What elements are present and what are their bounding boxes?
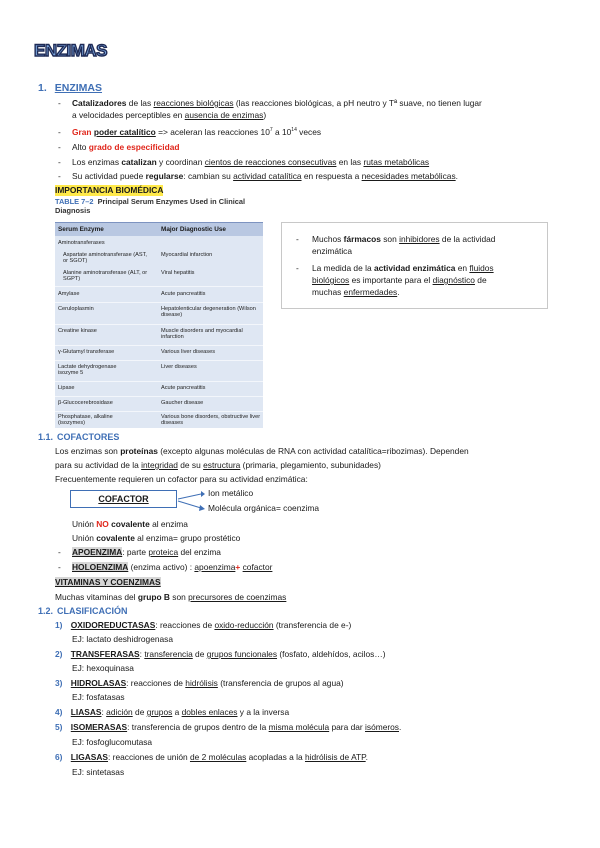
vitaminas-title: VITAMINAS Y COENZIMAS [55,577,161,587]
bullet-regularse: - Su actividad puede regularse: cambian su actividad catalítica en respuesta a necesidades metabólicas. [60,171,458,182]
class-item-liasas: 4) LIASAS: adición de grupos a dobles enlaces y a la inversa [55,707,290,717]
bullet-catalizadores-line2: a velocidades perceptibles en ausencia de enzimas) [72,110,267,120]
section-title-clasificacion: 1.2. CLASIFICACIÓN [38,606,128,616]
note-medida-line2: biológicos es importante para el diagnóstico de [312,275,487,285]
bullet-catalizan: - Los enzimas catalizan y coordinan cientos de reacciones consecutivas en las rutas metabólicas [60,157,429,168]
class-example: EJ: sintetasas [72,767,125,777]
note-farmacos: - Muchos fármacos son inhibidores de la actividad [296,234,496,244]
cofactor-arrows [177,489,207,515]
cofactores-paragraph-line1: Los enzimas son proteínas (excepto algunas moléculas de RNA con actividad catalítica=ribozimas). Dependen [55,446,469,456]
vitaminas-text: Muchas vitaminas del grupo B son precursores de coenzimas [55,592,287,602]
class-item-ligasas: 6) LIGASAS: reacciones de unión de 2 moléculas acopladas a la hidrólisis de ATP. [55,752,368,762]
importance-title: IMPORTANCIA BIOMÉDICA [55,185,164,195]
biomedical-notes-box [281,222,548,309]
class-example: EJ: hexoquinasa [72,663,134,673]
note-farmacos-line2: enzimática [312,246,353,256]
class-example: EJ: fosfatasas [72,692,125,702]
class-example: EJ: lactato deshidrogenasa [72,634,174,644]
class-item-oxidoreductasas: 1) OXIDOREDUCTASAS: reacciones de oxido-reducción (transferencia de e-) [55,620,352,630]
bullet-poder-catalitico: - Gran poder catalítico => aceleran las reacciones $10^7$ a $10^{14}$ veces [60,127,321,138]
class-item-hidrolasas: 3) HIDROLASAS: reacciones de hidrólisis (transferencia de grupos al agua) [55,678,344,688]
table-header-enzyme: Serum Enzyme [58,226,104,233]
class-item-transferasas: 2) TRANSFERASAS: transferencia de grupos funcionales (fosfato, aldehídos, acilos…) [55,649,386,659]
cofactor-coenzima: Molécula orgánica= coenzima [208,503,320,513]
cofactores-paragraph-line2: para su actividad de la integridad de su estructura (primaria, plegamiento, subunidades) [55,460,381,470]
holoenzima-line: - HOLOENZIMA (enzima activo) : apoenzima+ cofactor [60,562,272,573]
union-no-covalente: Unión NO covalente al enzima [72,519,188,529]
serum-enzymes-table [55,198,263,428]
bullet-especificidad: - Alto grado de especificidad [60,142,180,153]
cofactores-paragraph-line3: Frecuentemente requieren un cofactor para su actividad enzimática: [55,474,308,484]
table-header [55,222,263,236]
note-medida: - La medida de la actividad enzimática en fluidos [296,263,494,273]
union-covalente: Unión covalente al enzima= grupo prostético [72,533,241,543]
section-title-enzimas [38,82,102,95]
note-medida-line3: muchas enfermedades. [312,287,400,297]
bullet-catalizadores: - Catalizadores de las reacciones biológicas (las reacciones biológicas, a pH neutro y Tª suave, no tienen lugar [60,98,482,109]
apoenzima-line: - APOENZIMA: parte proteica del enzima [60,547,221,558]
cofactor-box: COFACTOR [70,490,177,508]
class-item-isomerasas: 5) ISOMERASAS: transferencia de grupos dentro de la misma molécula para dar isómeros. [55,722,402,732]
table-header-use: Major Diagnostic Use [161,226,226,233]
cofactor-ion-metalico: Ion metálico [208,488,254,498]
section-label: ENZIMAS [54,82,103,94]
table-caption: TABLE 7–2 Principal Serum Enzymes Used in Clinical Diagnosis [55,197,246,215]
section-number: 1. [38,82,47,94]
class-example: EJ: fosfoglucomutasa [72,737,153,747]
section-title-cofactores: 1.1. COFACTORES [38,432,120,442]
table-body: Aminotransferases Aspartate aminotransferase (AST, or SGOT) Myocardial infarction Alanine aminotransferase (ALT, or SGPT) Viral hepatitis Amylase Acute pancreatitis Ceruloplasmin Hepatolenticular degeneration (Wilson disease) Creatine kinase Muscle disorders and myocardial infarction γ-Glutamyl transferase Various liver diseases Lactate dehydrogenase isozyme 5 Liver diseases Lipase Acute pancreatitis β-Glucocerebrosidase Gaucher disease Phosphatase, alkaline (isozymes) Various bone disorders, obstructive liver diseases [55,236,263,428]
page-logo: ENZIMAS [34,41,107,60]
